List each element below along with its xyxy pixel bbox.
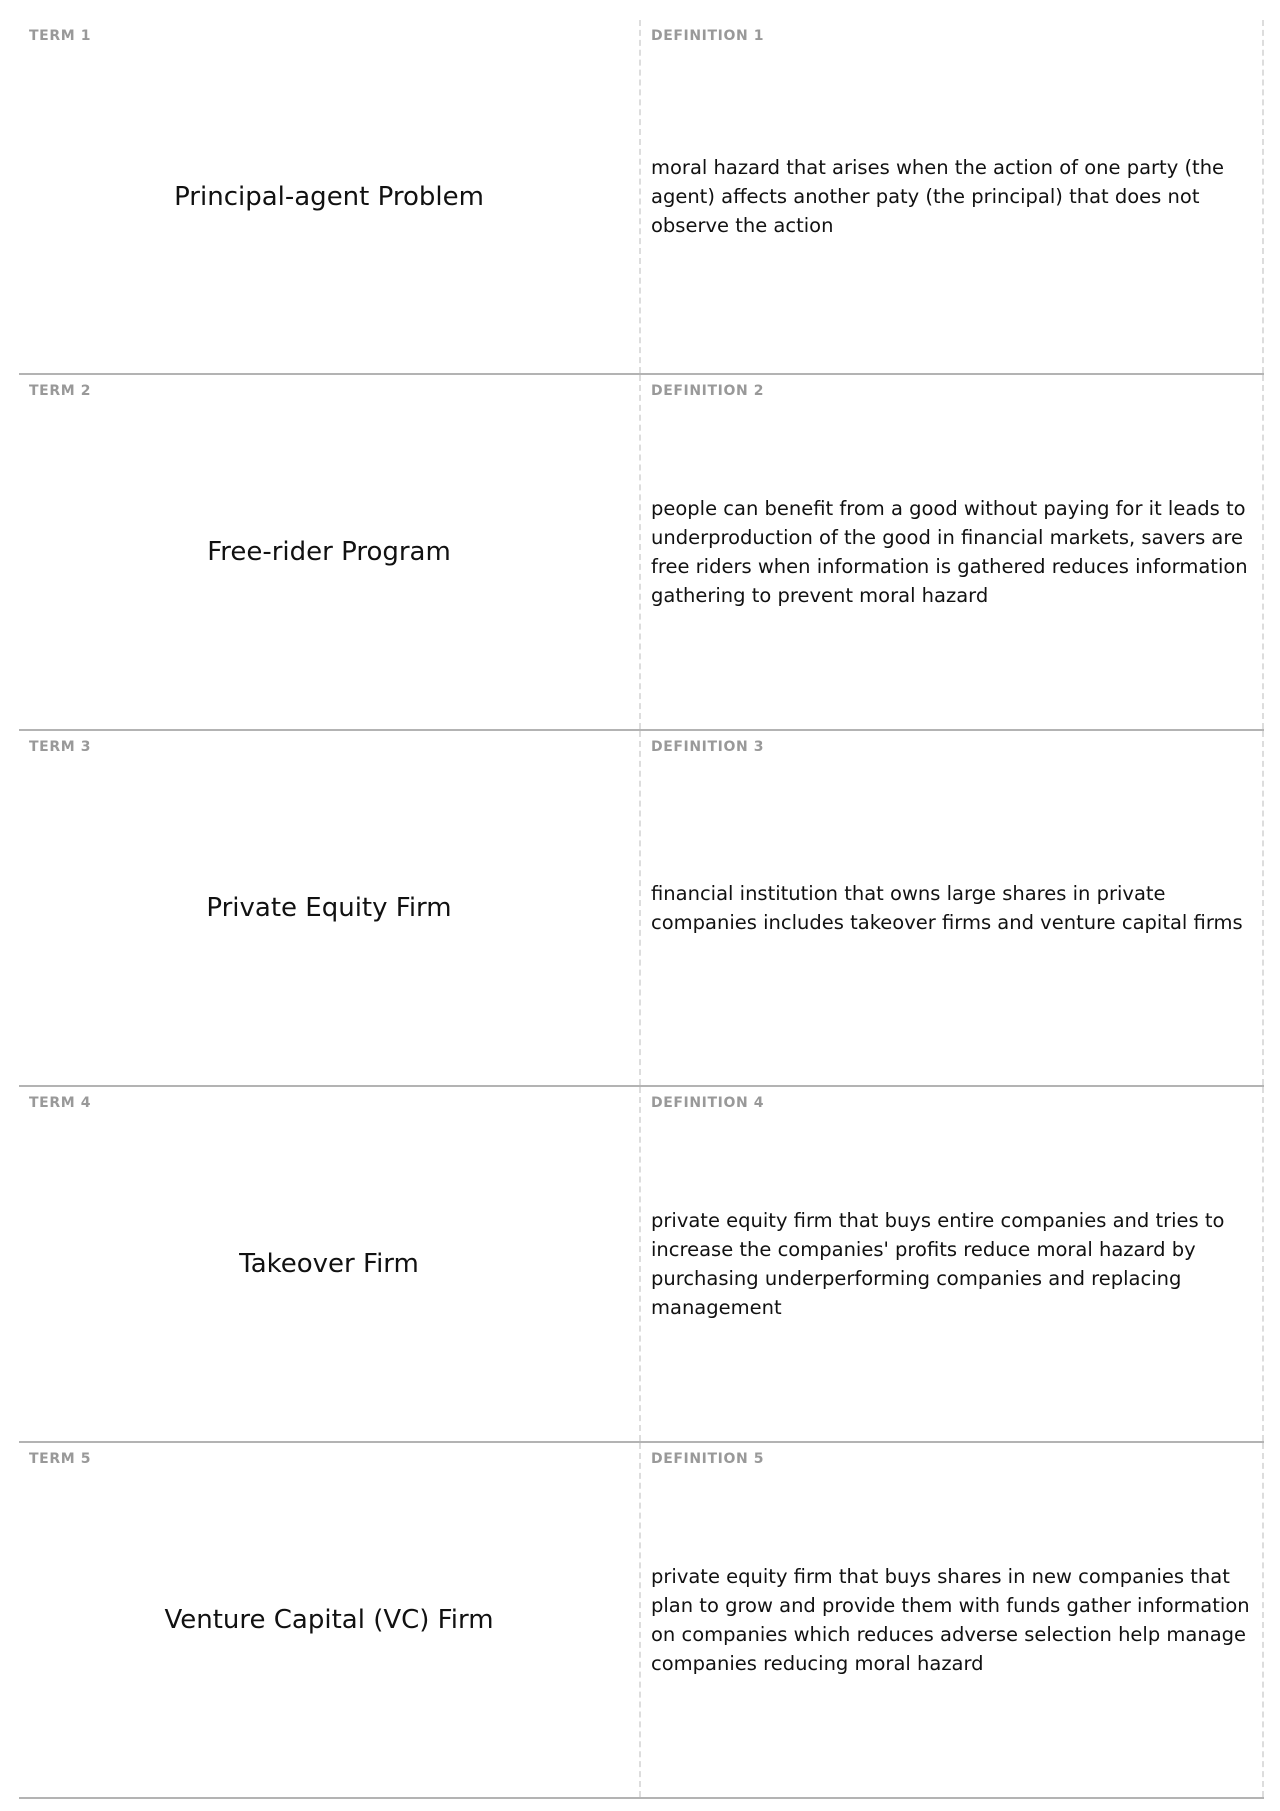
- definition-cell: [641, 20, 1264, 373]
- flashcard-sheet: [19, 20, 1264, 1799]
- term-text: Venture Capital (VC) Firm: [164, 1605, 494, 1635]
- term-text: Principal-agent Problem: [174, 181, 484, 212]
- term-text: Free-rider Program: [207, 537, 451, 567]
- definition-label: DEFINITION 2: [651, 383, 765, 399]
- term-cell: [19, 1443, 641, 1797]
- definition-label: DEFINITION 1: [651, 28, 765, 44]
- definition-cell: [641, 1443, 1264, 1797]
- term-cell: [19, 375, 641, 729]
- flashcard-row: [19, 375, 1264, 731]
- definition-text: people can benefit from a good without paying for it leads to underproduction of the good in financial markets, savers are free riders when information is gathered reduces information gathering to prevent moral hazard: [651, 497, 1248, 607]
- definition-text: moral hazard that arises when the action of one party (the agent) affects another paty (the principal) that does not observe the action: [651, 156, 1225, 237]
- flashcard-row: [19, 731, 1264, 1087]
- definition-label: DEFINITION 4: [651, 1095, 765, 1111]
- definition-label: DEFINITION 5: [651, 1451, 765, 1467]
- definition-cell: [641, 375, 1264, 729]
- flashcard-row: [19, 1087, 1264, 1443]
- term-text: Private Equity Firm: [206, 893, 452, 923]
- definition-text: private equity firm that buys shares in new companies that plan to grow and provide them with funds gather information on companies which reduces adverse selection help manage companies reducing moral hazard: [651, 1565, 1250, 1675]
- term-label: TERM 1: [29, 28, 92, 44]
- flashcard-row: [19, 20, 1264, 375]
- term-cell: [19, 1087, 641, 1441]
- definition-cell: [641, 1087, 1264, 1441]
- definition-cell: [641, 731, 1264, 1085]
- term-cell: [19, 20, 641, 373]
- term-cell: [19, 731, 641, 1085]
- term-label: TERM 2: [29, 383, 92, 399]
- definition-text: private equity firm that buys entire companies and tries to increase the companies' profits reduce moral hazard by purchasing underperforming companies and replacing management: [651, 1209, 1225, 1319]
- term-text: Takeover Firm: [239, 1249, 419, 1279]
- term-label: TERM 5: [29, 1451, 92, 1467]
- term-label: TERM 4: [29, 1095, 92, 1111]
- definition-label: DEFINITION 3: [651, 739, 765, 755]
- flashcard-row: [19, 1443, 1264, 1799]
- definition-text: financial institution that owns large shares in private companies includes takeover firms and venture capital firms: [651, 882, 1243, 934]
- term-label: TERM 3: [29, 739, 92, 755]
